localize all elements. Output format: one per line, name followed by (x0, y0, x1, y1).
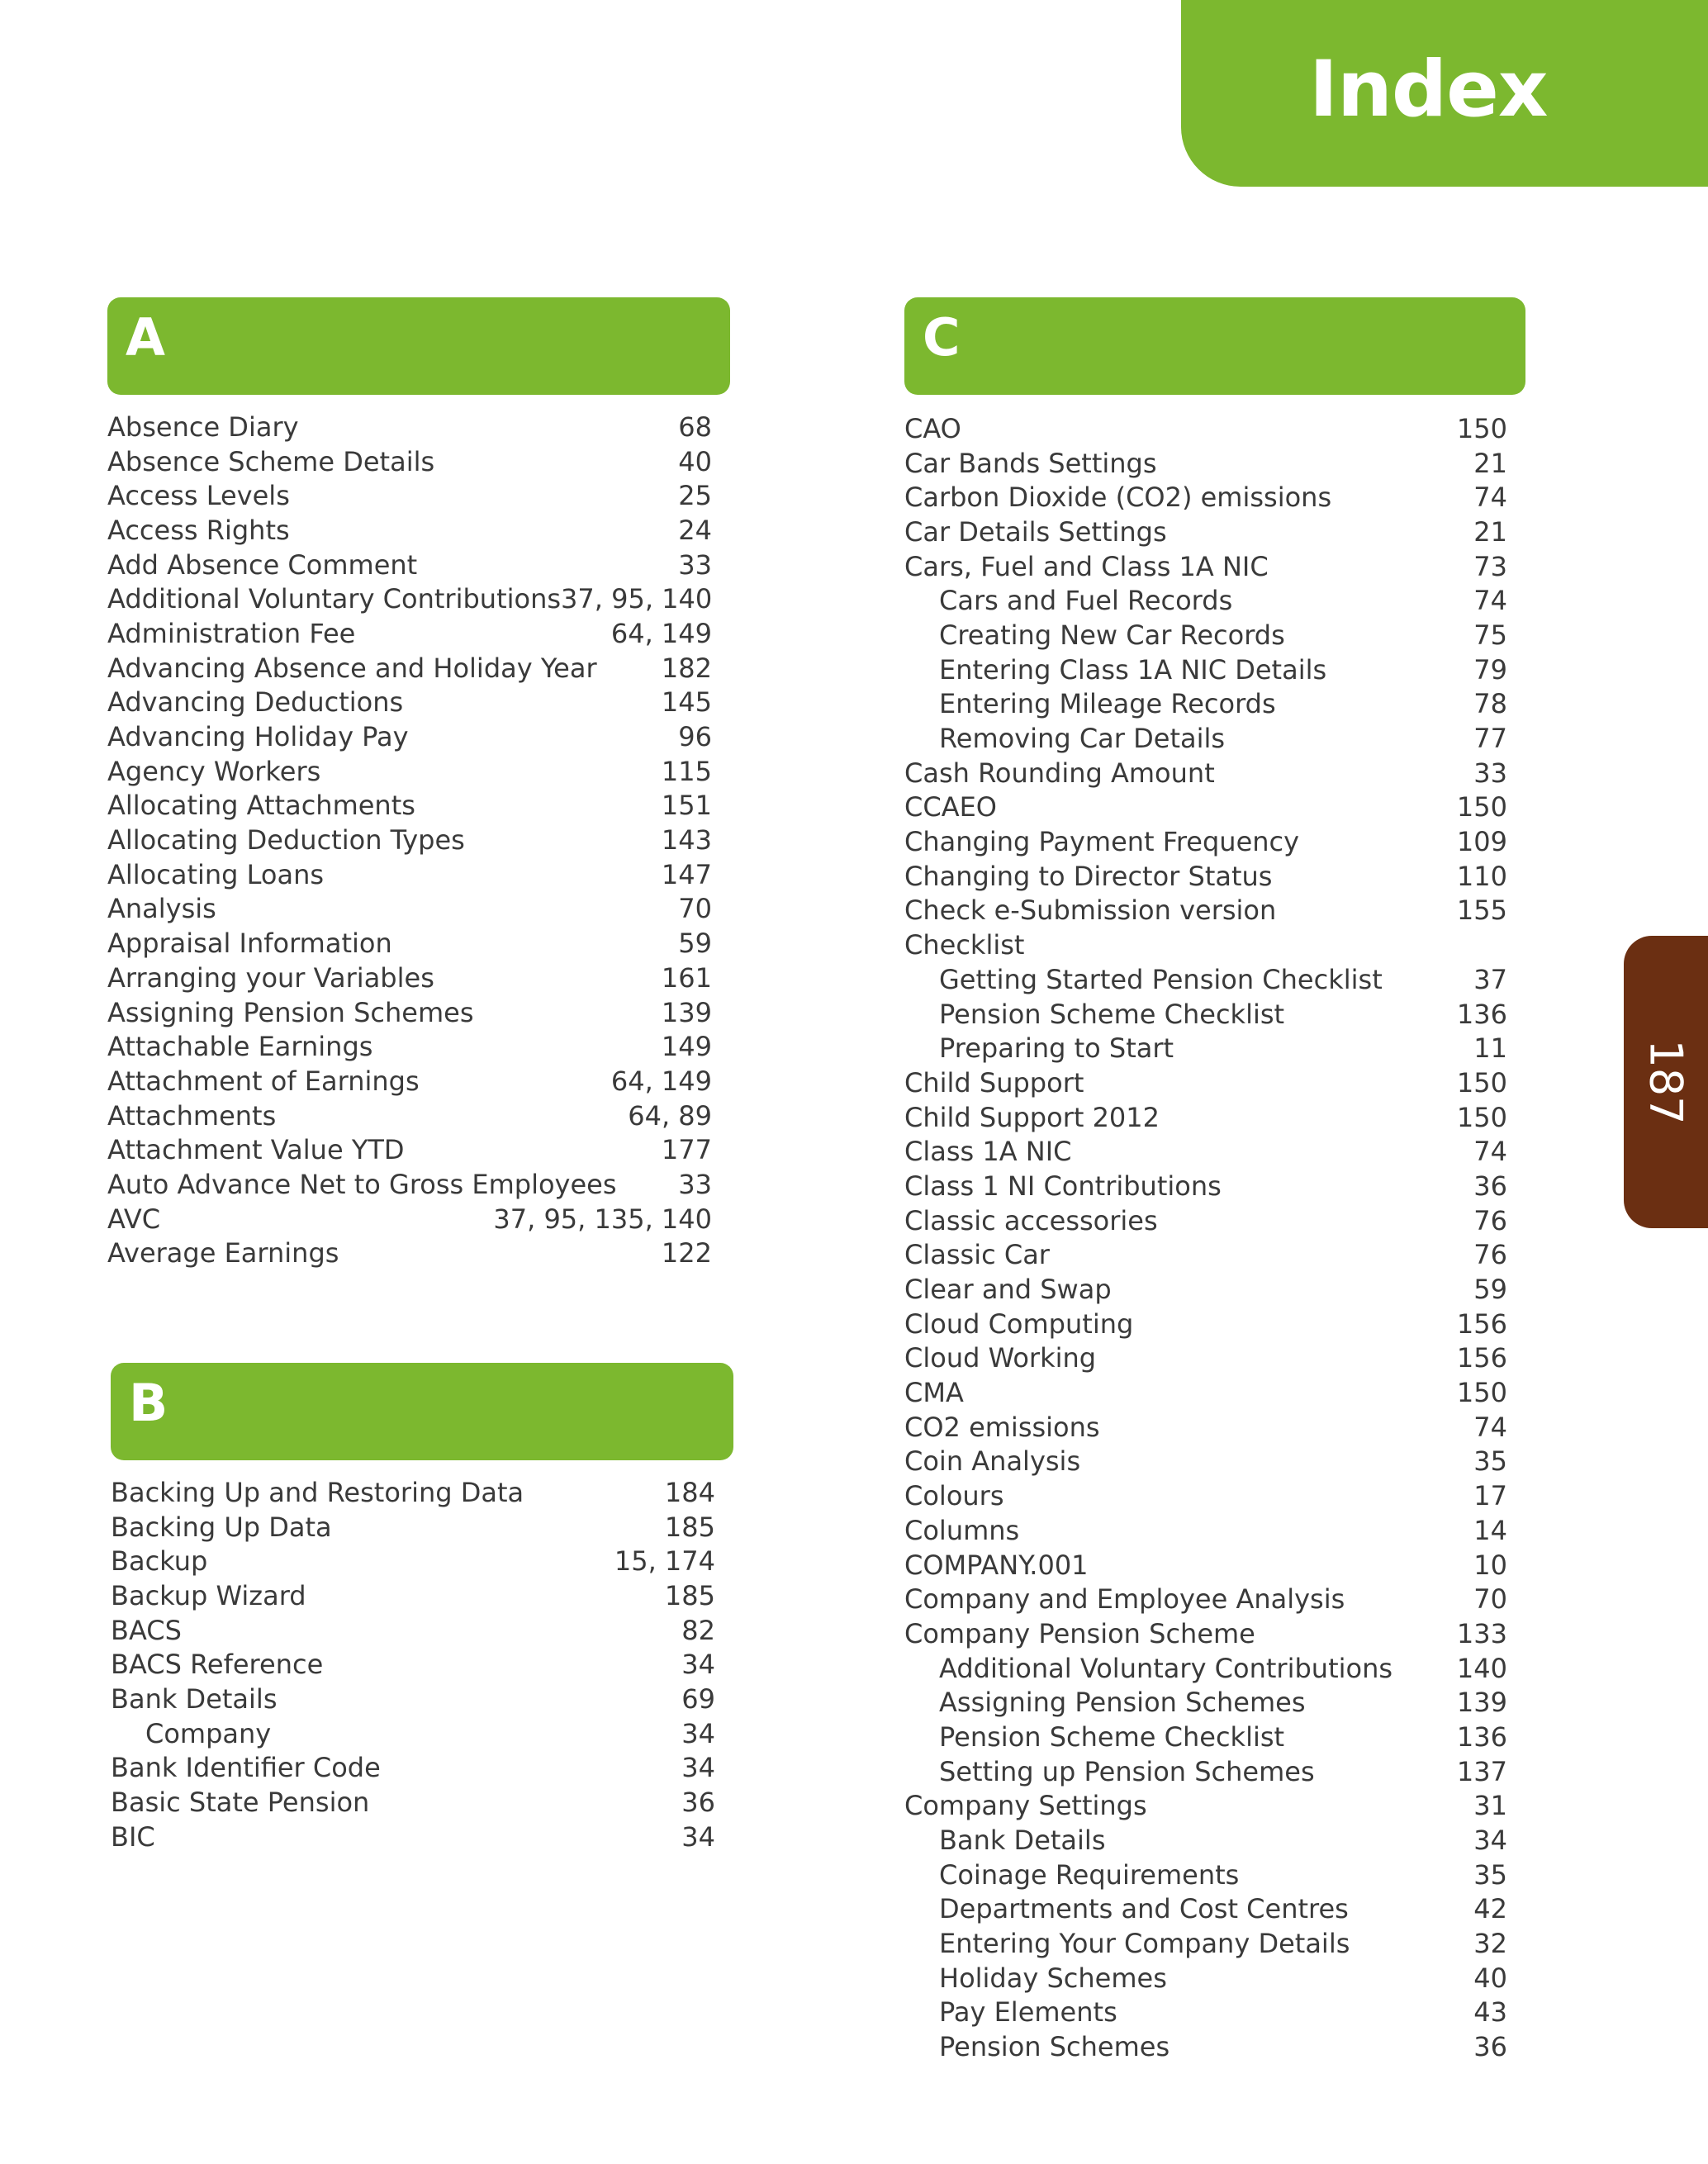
entry-pages: 40 (1473, 1962, 1507, 1994)
entry-term: Setting up Pension Schemes (939, 1755, 1315, 1787)
entry-pages: 33 (1473, 757, 1507, 789)
index-entry (107, 1236, 730, 1271)
entry-pages: 69 (681, 1682, 715, 1715)
entry-term: Colours (904, 1480, 1004, 1512)
entry-term: Arranging your Variables (107, 961, 434, 994)
entry-pages: 182 (661, 652, 712, 684)
index-subentry (904, 1996, 1525, 2030)
entry-pages: 33 (678, 1168, 712, 1200)
entry-pages: 10 (1473, 1549, 1507, 1581)
entry-pages: 185 (664, 1511, 715, 1543)
index-entry (107, 754, 730, 789)
entry-pages: 74 (1473, 1411, 1507, 1443)
index-entry (107, 651, 730, 686)
index-entry (904, 928, 1525, 962)
index-entry (904, 1445, 1525, 1479)
index-entry (107, 1029, 730, 1064)
entry-term: Cloud Computing (904, 1307, 1134, 1340)
entry-pages: 115 (661, 755, 712, 787)
index-entry (107, 478, 730, 513)
index-entry (111, 1578, 733, 1613)
entry-pages: 74 (1473, 585, 1507, 617)
entry-term: Allocating Loans (107, 858, 325, 890)
index-entry (111, 1751, 733, 1786)
index-subentry (904, 653, 1525, 687)
index-entry (904, 790, 1525, 825)
entry-pages: 25 (678, 480, 712, 512)
index-entry (107, 1132, 730, 1167)
entry-pages: 140 (1456, 1652, 1507, 1684)
entry-pages: 136 (1456, 998, 1507, 1030)
entry-term: Company Settings (904, 1790, 1147, 1822)
index-entry (107, 961, 730, 995)
index-entry (904, 1548, 1525, 1583)
entry-pages: 76 (1473, 1204, 1507, 1236)
index-entry (111, 1475, 733, 1510)
entry-term: Pay Elements (939, 1996, 1117, 2029)
entry-term: Backup (111, 1545, 208, 1578)
entry-pages: 143 (661, 824, 712, 857)
entry-term: Average Earnings (107, 1237, 339, 1269)
section-header-c (904, 297, 1525, 395)
entry-term: Cash Rounding Amount (904, 757, 1215, 789)
entry-pages: 40 (678, 445, 712, 477)
entry-pages: 43 (1473, 1996, 1507, 2029)
entry-term: Car Bands Settings (904, 447, 1157, 479)
index-entry (904, 1272, 1525, 1307)
entry-pages: 70 (1473, 1583, 1507, 1616)
page-title: Index (1309, 45, 1548, 135)
entry-list (904, 411, 1525, 2064)
entry-term: CAO (904, 412, 961, 444)
entry-term: Coin Analysis (904, 1445, 1081, 1478)
entry-term: Changing Payment Frequency (904, 826, 1300, 858)
entry-pages: 42 (1473, 1893, 1507, 1925)
entry-term: Attachment Value YTD (107, 1134, 405, 1166)
entry-pages: 150 (1456, 1066, 1507, 1099)
index-entry (107, 789, 730, 823)
entry-pages: 31 (1473, 1790, 1507, 1822)
index-entry (111, 1544, 733, 1578)
index-subentry (904, 687, 1525, 722)
entry-pages: 14 (1473, 1514, 1507, 1546)
entry-term: CO2 emissions (904, 1411, 1100, 1443)
index-subentry (904, 583, 1525, 618)
entry-list (107, 410, 730, 1270)
entry-term: Checklist (904, 929, 1025, 961)
index-entry (904, 1307, 1525, 1341)
index-entry (107, 823, 730, 857)
section-letter: B (129, 1373, 168, 1433)
entry-term: Company Pension Scheme (904, 1617, 1255, 1649)
entry-term: Clear and Swap (904, 1274, 1112, 1306)
index-entry (904, 549, 1525, 584)
entry-term: Child Support (904, 1066, 1084, 1099)
entry-pages: 17 (1473, 1480, 1507, 1512)
entry-pages: 136 (1456, 1720, 1507, 1753)
entry-pages: 68 (678, 410, 712, 443)
entry-pages: 139 (661, 996, 712, 1028)
index-entry (107, 1202, 730, 1236)
index-subentry (904, 1720, 1525, 1754)
entry-term: Additional Voluntary Contributions (939, 1652, 1393, 1684)
index-entry (904, 1134, 1525, 1169)
index-entry (107, 686, 730, 720)
entry-term: Removing Car Details (939, 723, 1226, 755)
entry-term: Changing to Director Status (904, 860, 1273, 892)
entry-term: Entering Mileage Records (939, 688, 1276, 720)
entry-term: Cloud Working (904, 1342, 1097, 1374)
entry-term: Holiday Schemes (939, 1962, 1167, 1994)
entry-term: Auto Advance Net to Gross Employees (107, 1168, 617, 1200)
entry-term: Access Levels (107, 480, 290, 512)
entry-pages: 64, 89 (628, 1099, 712, 1132)
entry-term: Administration Fee (107, 617, 356, 649)
index-entry (107, 995, 730, 1030)
entry-term: Allocating Deduction Types (107, 824, 465, 857)
entry-pages: 70 (678, 893, 712, 925)
entry-pages: 35 (1473, 1858, 1507, 1891)
entry-pages: 59 (1473, 1274, 1507, 1306)
index-entry (107, 926, 730, 961)
index-entry (904, 1616, 1525, 1651)
entry-pages: 34 (681, 1752, 715, 1784)
entry-pages: 34 (681, 1649, 715, 1681)
entry-pages: 37, 95, 135, 140 (493, 1203, 712, 1235)
entry-pages: 34 (681, 1717, 715, 1749)
index-entry (107, 444, 730, 479)
entry-pages: 15, 174 (614, 1545, 715, 1578)
index-entry (107, 719, 730, 754)
index-entry (111, 1682, 733, 1716)
index-entry (107, 857, 730, 892)
entry-term: Cars, Fuel and Class 1A NIC (904, 550, 1269, 582)
index-entry (904, 859, 1525, 894)
index-entry (904, 411, 1525, 446)
index-entry (107, 581, 730, 616)
entry-pages: 36 (1473, 2031, 1507, 2063)
entry-pages: 96 (678, 721, 712, 753)
index-entry (904, 446, 1525, 481)
entry-pages: 82 (681, 1614, 715, 1646)
entry-pages: 37, 95, 140 (561, 583, 713, 615)
entry-term: Creating New Car Records (939, 619, 1285, 651)
entry-term: Advancing Deductions (107, 686, 404, 719)
entry-term: BIC (111, 1820, 155, 1853)
entry-pages: 64, 149 (610, 617, 712, 649)
entry-term: Absence Diary (107, 410, 299, 443)
index-entry (904, 756, 1525, 790)
index-subentry (904, 618, 1525, 653)
entry-pages: 177 (661, 1134, 712, 1166)
index-subentry (904, 1926, 1525, 1961)
entry-term: CMA (904, 1377, 964, 1409)
entry-pages: 145 (661, 686, 712, 719)
index-entry (111, 1647, 733, 1682)
entry-term: Appraisal Information (107, 928, 392, 960)
index-subentry (904, 1892, 1525, 1927)
entry-pages: 150 (1456, 791, 1507, 823)
index-entry (107, 1167, 730, 1202)
index-entry (107, 1064, 730, 1099)
entry-term: Basic State Pension (111, 1787, 370, 1819)
entry-pages: 110 (1456, 860, 1507, 892)
index-entry (107, 513, 730, 548)
entry-pages: 64, 149 (610, 1065, 712, 1097)
entry-pages: 147 (661, 858, 712, 890)
entry-term: Columns (904, 1514, 1020, 1546)
index-entry (904, 1789, 1525, 1824)
index-entry (111, 1613, 733, 1648)
entry-pages: 149 (661, 1031, 712, 1063)
index-subentry (904, 1823, 1525, 1858)
entry-term: BACS (111, 1614, 182, 1646)
entry-term: AVC (107, 1203, 161, 1235)
entry-term: Pension Scheme Checklist (939, 998, 1285, 1030)
entry-pages: 21 (1473, 447, 1507, 479)
entry-term: CCAEO (904, 791, 997, 823)
index-subentry (904, 1961, 1525, 1996)
index-entry (904, 1513, 1525, 1548)
entry-term: Class 1 NI Contributions (904, 1170, 1222, 1202)
entry-term: Attachable Earnings (107, 1031, 373, 1063)
index-subentry (904, 1685, 1525, 1720)
entry-term: Backing Up Data (111, 1511, 332, 1543)
entry-pages: 37 (1473, 963, 1507, 995)
entry-pages: 137 (1456, 1755, 1507, 1787)
page-number: 187 (1639, 1039, 1692, 1125)
index-entry (904, 1341, 1525, 1376)
index-subentry (904, 997, 1525, 1032)
entry-pages: 161 (661, 961, 712, 994)
entry-pages: 21 (1473, 515, 1507, 548)
entry-pages: 35 (1473, 1445, 1507, 1478)
entry-term: Car Details Settings (904, 515, 1167, 548)
section-letter: A (126, 307, 165, 368)
entry-pages: 74 (1473, 482, 1507, 514)
entry-term: Company and Employee Analysis (904, 1583, 1345, 1616)
entry-term: Child Support 2012 (904, 1101, 1160, 1133)
entry-pages: 36 (1473, 1170, 1507, 1202)
entry-term: Backing Up and Restoring Data (111, 1476, 524, 1508)
index-entry (904, 1582, 1525, 1616)
entry-pages: 24 (678, 514, 712, 546)
entry-term: Agency Workers (107, 755, 321, 787)
entry-pages: 156 (1456, 1307, 1507, 1340)
page-number-tab (1624, 936, 1708, 1228)
entry-term: Advancing Absence and Holiday Year (107, 652, 597, 684)
index-subentry (904, 1858, 1525, 1892)
entry-pages: 79 (1473, 653, 1507, 686)
index-section-b (111, 1363, 733, 1854)
entry-term: Assigning Pension Schemes (939, 1687, 1306, 1719)
entry-pages: 11 (1473, 1032, 1507, 1065)
entry-term: Carbon Dioxide (CO2) emissions (904, 482, 1332, 514)
index-entry (107, 548, 730, 582)
entry-pages: 150 (1456, 412, 1507, 444)
index-subentry (904, 721, 1525, 756)
index-entry (111, 1820, 733, 1854)
entry-pages: 77 (1473, 723, 1507, 755)
entry-pages: 184 (664, 1476, 715, 1508)
entry-term: Coinage Requirements (939, 1858, 1240, 1891)
entry-pages: 150 (1456, 1377, 1507, 1409)
entry-term: Pension Scheme Checklist (939, 1720, 1285, 1753)
entry-term: Entering Your Company Details (939, 1928, 1350, 1960)
entry-term: Attachment of Earnings (107, 1065, 420, 1097)
entry-pages: 33 (678, 548, 712, 581)
entry-term: Getting Started Pension Checklist (939, 963, 1383, 995)
entry-term: Cars and Fuel Records (939, 585, 1233, 617)
entry-pages: 133 (1456, 1617, 1507, 1649)
entry-term: COMPANY.001 (904, 1549, 1089, 1581)
index-entry (904, 1478, 1525, 1513)
entry-term: Assigning Pension Schemes (107, 996, 474, 1028)
entry-term: Classic Car (904, 1239, 1050, 1271)
index-section-c (904, 297, 1525, 2064)
entry-list (111, 1475, 733, 1854)
entry-term: Attachments (107, 1099, 277, 1132)
entry-term: Bank Identifier Code (111, 1752, 381, 1784)
entry-term: Analysis (107, 893, 216, 925)
index-section-a (107, 297, 730, 1270)
entry-term: Allocating Attachments (107, 790, 415, 822)
index-subentry (111, 1716, 733, 1751)
entry-term: Class 1A NIC (904, 1136, 1072, 1168)
index-entry (904, 1375, 1525, 1410)
entry-pages: 34 (681, 1820, 715, 1853)
entry-pages: 34 (1473, 1825, 1507, 1857)
entry-pages: 185 (664, 1579, 715, 1611)
entry-term: Additional Voluntary Contributions (107, 583, 562, 615)
entry-term: Pension Schemes (939, 2031, 1170, 2063)
entry-term: Preparing to Start (939, 1032, 1174, 1065)
entry-term: Bank Details (939, 1825, 1106, 1857)
entry-term: Entering Class 1A NIC Details (939, 653, 1327, 686)
index-subentry (904, 2029, 1525, 2064)
entry-term: Backup Wizard (111, 1579, 306, 1611)
entry-pages: 156 (1456, 1342, 1507, 1374)
index-entry (904, 1410, 1525, 1445)
entry-pages: 75 (1473, 619, 1507, 651)
entry-term: Add Absence Comment (107, 548, 418, 581)
index-subentry (904, 962, 1525, 997)
section-letter: C (923, 307, 961, 368)
entry-pages: 109 (1456, 826, 1507, 858)
entry-pages: 78 (1473, 688, 1507, 720)
index-entry (904, 894, 1525, 928)
entry-term: BACS Reference (111, 1649, 324, 1681)
index-subentry (904, 1031, 1525, 1065)
entry-pages: 59 (678, 928, 712, 960)
entry-pages: 139 (1456, 1687, 1507, 1719)
entry-pages: 151 (661, 790, 712, 822)
index-entry (107, 616, 730, 651)
entry-pages: 32 (1473, 1928, 1507, 1960)
index-entry (904, 824, 1525, 859)
entry-term: Departments and Cost Centres (939, 1893, 1349, 1925)
entry-term: Advancing Holiday Pay (107, 721, 409, 753)
index-entry (111, 1510, 733, 1545)
index-subentry (904, 1651, 1525, 1686)
section-header-a (107, 297, 730, 395)
entry-term: Access Rights (107, 514, 290, 546)
entry-pages: 122 (661, 1237, 712, 1269)
index-entry (904, 1100, 1525, 1135)
index-entry (107, 410, 730, 444)
entry-pages: 150 (1456, 1101, 1507, 1133)
entry-pages: 76 (1473, 1239, 1507, 1271)
entry-term: Check e-Submission version (904, 895, 1277, 927)
section-header-b (111, 1363, 733, 1460)
entry-pages: 36 (681, 1787, 715, 1819)
index-entry (111, 1785, 733, 1820)
entry-pages: 74 (1473, 1136, 1507, 1168)
entry-term: Absence Scheme Details (107, 445, 435, 477)
index-entry (904, 1169, 1525, 1203)
index-subentry (904, 1754, 1525, 1789)
entry-term: Bank Details (111, 1682, 278, 1715)
entry-term: Company (145, 1717, 272, 1749)
index-entry (904, 480, 1525, 515)
entry-pages: 73 (1473, 550, 1507, 582)
index-entry (904, 1203, 1525, 1238)
index-entry (107, 892, 730, 927)
index-entry (904, 1238, 1525, 1273)
index-entry (107, 1099, 730, 1133)
index-entry (904, 1065, 1525, 1100)
entry-term: Classic accessories (904, 1204, 1158, 1236)
entry-pages: 155 (1456, 895, 1507, 927)
index-entry (904, 515, 1525, 549)
